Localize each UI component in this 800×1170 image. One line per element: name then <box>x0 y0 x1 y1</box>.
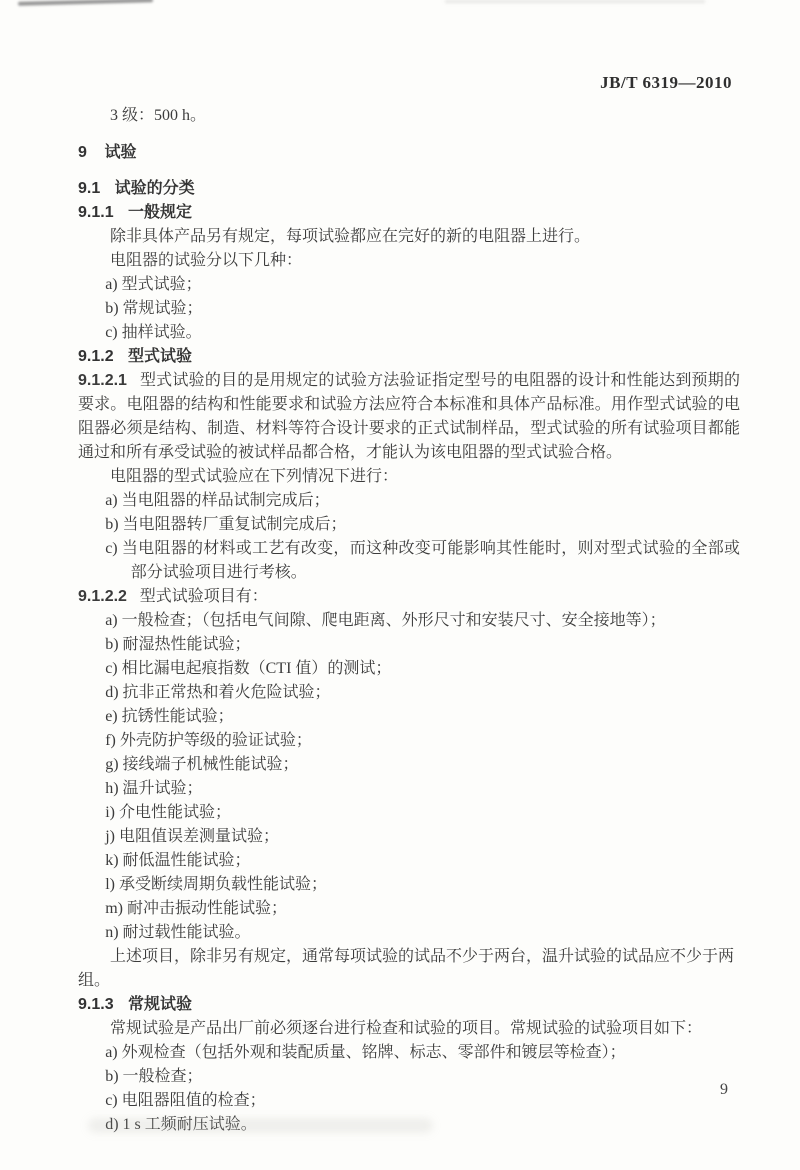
list-item <box>105 537 740 585</box>
text: 电阻器的试验分以下几种： <box>110 252 303 269</box>
paragraph <box>78 369 740 465</box>
list-marker: n) <box>105 924 123 941</box>
list-item <box>105 633 740 657</box>
clause-number: 9.1.3 <box>78 996 114 1013</box>
scan-smudge-bottom <box>88 1118 433 1133</box>
list-item <box>105 1089 740 1113</box>
list-marker: j) <box>105 828 119 845</box>
list-item <box>105 657 740 681</box>
text: 抽样试验。 <box>121 324 202 341</box>
scan-smudge-top-right <box>445 0 705 3</box>
text: 当电阻器的材料或工艺有改变，而这种改变可能影响其性能时，则对型式试验的全部或部分试验项目进行考核。 <box>121 540 740 581</box>
text: 相比漏电起痕指数（CTI 值）的测试； <box>121 660 392 677</box>
paragraph <box>78 249 740 273</box>
list-marker: b) <box>105 516 123 533</box>
list-marker: a) <box>105 1044 122 1061</box>
text: 电阻值误差测量试验； <box>118 828 279 845</box>
list-marker: c) <box>105 324 122 341</box>
list-item <box>105 801 740 825</box>
list-item <box>105 705 740 729</box>
clause-number: 9.1.1 <box>78 204 114 221</box>
list-item <box>105 681 740 705</box>
paragraph <box>78 465 740 489</box>
list-item <box>105 1041 740 1065</box>
paragraph <box>78 1017 740 1041</box>
text: 一般规定 <box>127 204 192 221</box>
text: 常规试验； <box>122 300 203 317</box>
text: 型式试验的目的是用规定的试验方法验证指定型号的电阻器的设计和性能达到预期的要求。电阻器的结构和性能要求和试验方法应符合本标准和具体产品标准。用作型式试验的电阻器必须是结构、制造、材料等符合设计要求的正式试制样品，型式试验的所有试验项目都能通过和所有承受试验的被试样品都合格，才能认为该电阻器的型式试验合格。 <box>78 372 740 461</box>
text: 常规试验 <box>127 996 192 1013</box>
list-marker: a) <box>105 492 122 509</box>
list-marker: e) <box>105 708 122 725</box>
list-marker: b) <box>105 300 123 317</box>
list-item <box>105 849 740 873</box>
list-marker: l) <box>105 876 119 893</box>
section-heading <box>78 141 740 165</box>
list-item <box>105 297 740 321</box>
list-marker: d) <box>105 1116 123 1133</box>
list-item <box>105 489 740 513</box>
text: 除非具体产品另有规定，每项试验都应在完好的新的电阻器上进行。 <box>110 228 591 245</box>
standard-code-header: JB/T 6319—2010 <box>600 73 732 92</box>
scan-smudge-top <box>18 0 153 6</box>
clause-number: 9.1.2.2 <box>78 588 127 605</box>
text: 抗非正常热和着火危险试验； <box>122 684 331 701</box>
text: 试验 <box>104 144 137 161</box>
list-marker: h) <box>105 780 123 797</box>
list-marker: c) <box>105 1092 122 1109</box>
list-item <box>105 273 740 297</box>
clause-number: 9.1.2 <box>78 348 114 365</box>
clause-heading <box>78 345 740 369</box>
list-item <box>105 777 740 801</box>
page-number: 9 <box>720 1081 728 1098</box>
list-item <box>105 873 740 897</box>
list-marker: b) <box>105 636 123 653</box>
text: 耐过载性能试验。 <box>122 924 251 941</box>
paragraph <box>78 945 740 993</box>
text: 型式试验； <box>121 276 202 293</box>
document-body <box>78 104 740 1137</box>
clause-number: 9 <box>78 144 87 161</box>
text: 一般检查； <box>122 1068 203 1085</box>
list-item <box>105 825 740 849</box>
text: 抗锈性能试验； <box>121 708 234 725</box>
text: 耐低温性能试验； <box>122 852 251 869</box>
list-item <box>105 513 740 537</box>
text: 耐冲击振动性能试验； <box>126 900 287 917</box>
list-item <box>105 609 740 633</box>
text: 型式试验 <box>127 348 192 365</box>
text: 承受断续周期负载性能试验； <box>118 876 327 893</box>
sub-section-heading <box>78 177 740 201</box>
text: 温升试验； <box>122 780 203 797</box>
clause-number: 9.1.2.1 <box>78 372 127 389</box>
text: 3 级：500 h。 <box>110 107 207 124</box>
text: 常规试验是产品出厂前必须逐台进行检查和试验的项目。常规试验的试验项目如下： <box>110 1020 703 1037</box>
list-marker: g) <box>105 756 123 773</box>
text: 型式试验项目有： <box>139 588 268 605</box>
text: 试验的分类 <box>114 180 195 197</box>
list-item <box>105 753 740 777</box>
list-marker: m) <box>105 900 127 917</box>
list-item <box>105 897 740 921</box>
text: 上述项目，除非另有规定，通常每项试验的试品不少于两台，温升试验的试品应不少于两组。 <box>78 948 735 989</box>
text: 电阻器阻值的检查； <box>121 1092 266 1109</box>
paragraph <box>78 225 740 249</box>
list-item <box>105 921 740 945</box>
text: 当电阻器转厂重复试制完成后； <box>122 516 347 533</box>
text: 耐湿热性能试验； <box>122 636 251 653</box>
clause-heading <box>78 993 740 1017</box>
paragraph <box>78 104 740 128</box>
list-item <box>105 321 740 345</box>
text: 1 s 工频耐压试验。 <box>122 1116 257 1133</box>
text: 电阻器的型式试验应在下列情况下进行： <box>110 468 399 485</box>
list-marker: a) <box>105 612 122 629</box>
list-marker: a) <box>105 276 122 293</box>
list-marker: b) <box>105 1068 123 1085</box>
list-item <box>105 729 740 753</box>
text: 一般检查；（包括电气间隙、爬电距离、外形尺寸和安装尺寸、安全接地等）； <box>121 612 666 629</box>
text: 接线端子机械性能试验； <box>122 756 299 773</box>
text: 外壳防护等级的验证试验； <box>119 732 312 749</box>
list-marker: c) <box>105 660 122 677</box>
text: 当电阻器的样品试制完成后； <box>121 492 330 509</box>
list-marker: i) <box>105 804 119 821</box>
text: 介电性能试验； <box>118 804 231 821</box>
list-marker: f) <box>105 732 120 749</box>
list-marker: d) <box>105 684 123 701</box>
paragraph <box>78 585 740 609</box>
list-marker: k) <box>105 852 123 869</box>
list-item <box>105 1065 740 1089</box>
list-marker: c) <box>105 540 122 557</box>
clause-heading <box>78 201 740 225</box>
clause-number: 9.1 <box>78 180 101 197</box>
text: 外观检查（包括外观和装配质量、铭牌、标志、零部件和镀层等检查）； <box>121 1044 626 1061</box>
